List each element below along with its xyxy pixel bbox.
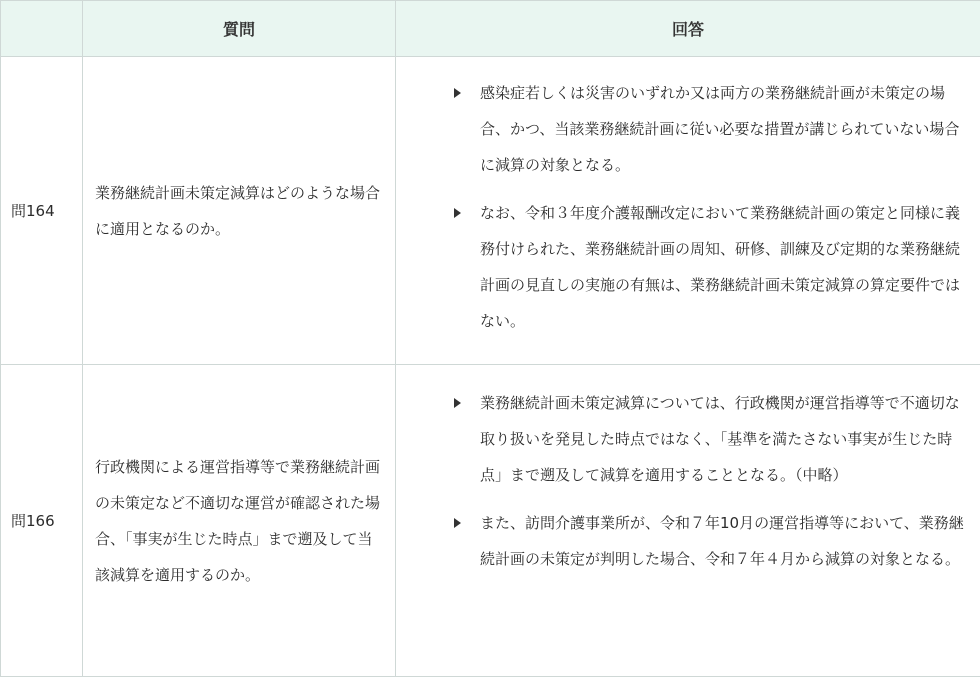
answer-cell — [396, 365, 980, 677]
answer-item — [396, 195, 980, 339]
bullet-triangle-icon — [454, 398, 461, 408]
answer-text: なお、令和３年度介護報酬改定において業務継続計画の策定と同様に義務付けられた、業務継続計画の周知、研修、訓練及び定期的な業務継続計画の見直しの実施の有無は、業務継続計画未策定減算の算定要件ではない。 — [480, 204, 961, 330]
question-id: 問166 — [1, 365, 83, 677]
question-id: 問164 — [1, 57, 83, 365]
bullet-triangle-icon — [454, 208, 461, 218]
table-header-row — [1, 1, 980, 57]
header-answer: 回答 — [396, 1, 980, 57]
answer-item — [396, 75, 980, 183]
table-row — [1, 365, 980, 677]
table-row — [1, 57, 980, 365]
answer-cell — [396, 57, 980, 365]
question-text: 行政機関による運営指導等で業務継続計画の未策定など不適切な運営が確認された場合、「事実が生じた時点」まで遡及して当該減算を適用するのか。 — [83, 365, 396, 677]
answer-text: 感染症若しくは災害のいずれか又は両方の業務継続計画が未策定の場合、かつ、当該業務継続計画に従い必要な措置が講じられていない場合に減算の対象となる。 — [480, 84, 960, 174]
question-text: 業務継続計画未策定減算はどのような場合に適用となるのか。 — [83, 57, 396, 365]
answer-list — [396, 57, 980, 339]
answer-text: 業務継続計画未策定減算については、行政機関が運営指導等で不適切な取り扱いを発見した時点ではなく、「基準を満たさない事実が生じた時点」まで遡及して減算を適用することとなる。（中略） — [480, 394, 960, 485]
answer-item — [396, 505, 980, 577]
answer-item — [396, 385, 980, 493]
answer-list — [396, 365, 980, 577]
header-question: 質問 — [83, 1, 396, 57]
header-id-cell — [1, 1, 83, 57]
answer-text: また、訪問介護事業所が、令和７年10月の運営指導等において、業務継続計画の未策定が判明した場合、令和７年４月から減算の対象となる。 — [480, 514, 964, 569]
bullet-triangle-icon — [454, 518, 461, 528]
bullet-triangle-icon — [454, 88, 461, 98]
